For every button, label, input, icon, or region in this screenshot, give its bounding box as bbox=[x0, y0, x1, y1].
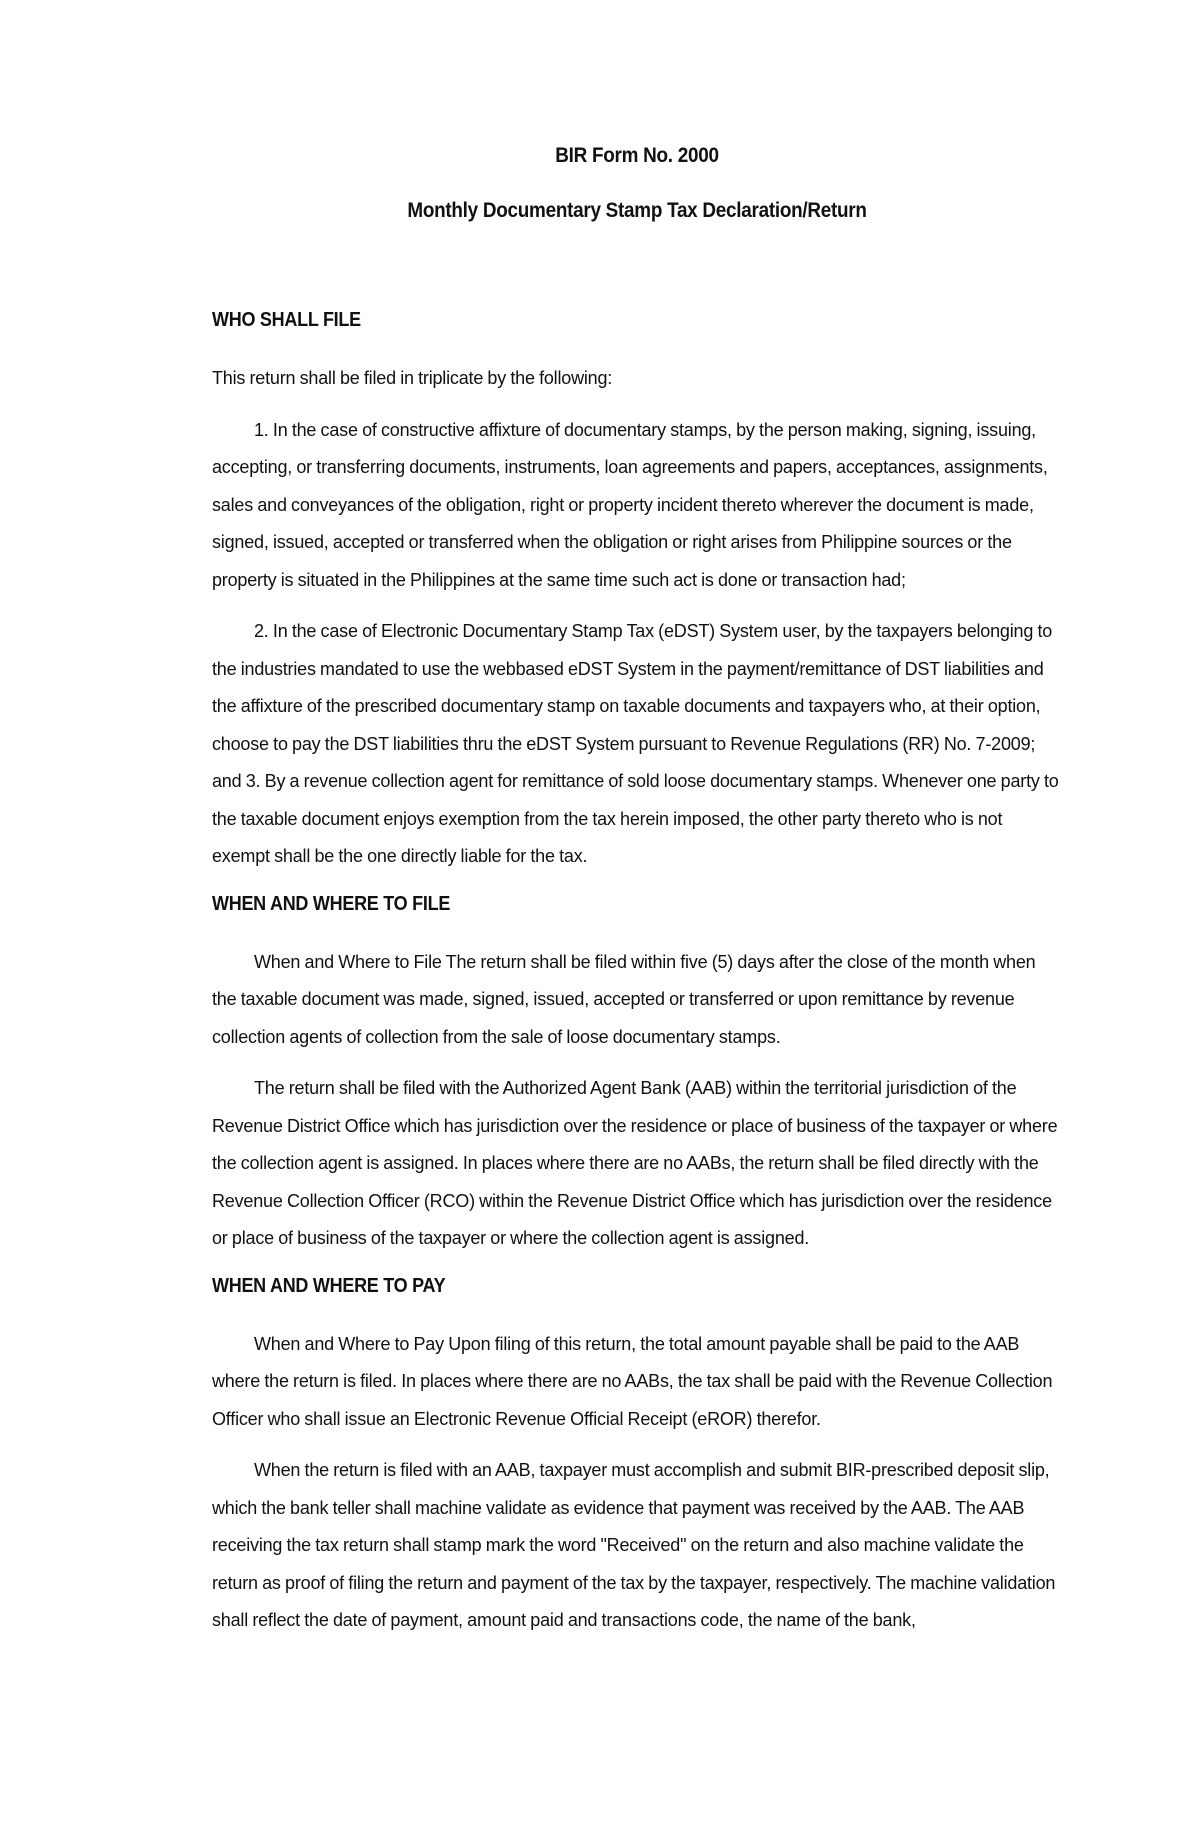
form-title: BIR Form No. 2000 bbox=[555, 144, 719, 167]
section-heading-when-where-pay: WHEN AND WHERE TO PAY bbox=[212, 1274, 446, 1297]
form-subtitle: Monthly Documentary Stamp Tax Declaration/Return bbox=[407, 199, 867, 222]
paragraph-pay-1: When and Where to Pay Upon filing of this return, the total amount payable shall be paid to the AAB where the return is filed. In places where there are no AABs, the tax shall be paid with the Revenue Collection Officer who shall issue an Electronic Revenue Official Receipt (eROR) therefor. bbox=[212, 1333, 1053, 1429]
section-heading-when-where-file: WHEN AND WHERE TO FILE bbox=[212, 892, 451, 915]
paragraph-who-2: 2. In the case of Electronic Documentary Stamp Tax (eDST) System user, by the taxpayers belonging to the industries mandated to use the webbased eDST System in the payment/remittance of DST liabilities and the affixture of the prescribed documentary stamp on taxable documents and taxpayers who, at their option, choose to pay the DST liabilities thru the eDST System pursuant to Revenue Regulations (RR) No. 7-2009; and 3. By a revenue collection agent for remittance of sold loose documentary stamps. Whenever one party to the taxable document enjoys exemption from the tax herein imposed, the other party thereto who is not exempt shall be the one directly liable for the tax. bbox=[212, 621, 1059, 866]
paragraph-pay-2: When the return is filed with an AAB, taxpayer must accomplish and submit BIR-prescribed deposit slip, which the bank teller shall machine validate as evidence that payment was received by the AAB. The AAB receiving the tax return shall stamp mark the word "Received" on the return and also machine validate the return as proof of filing the return and payment of the tax by the taxpayer, respectively. The machine validation shall reflect the date of payment, amount paid and transactions code, the name of the bank, bbox=[212, 1460, 1056, 1630]
paragraph-who-1: 1. In the case of constructive affixture of documentary stamps, by the person making, signing, issuing, accepting, or transferring documents, instruments, loan agreements and papers, acceptances, assignments, sales and conveyances of the obligation, right or property incident thereto wherever the document is made, signed, issued, accepted or transferred when the obligation or right arises from Philippine sources or the property is situated in the Philippines at the same time such act is done or transaction had; bbox=[212, 419, 1048, 590]
paragraph-who-intro: This return shall be filed in triplicate by the following: bbox=[212, 368, 613, 388]
document-body bbox=[212, 306, 1062, 1654]
paragraph-file-1: When and Where to File The return shall be filed within five (5) days after the close of the month when the taxable document was made, signed, issued, accepted or transferred or upon remittance by revenue collection agents of collection from the sale of loose documentary stamps. bbox=[212, 951, 1036, 1047]
paragraph-file-2: The return shall be filed with the Authorized Agent Bank (AAB) within the territorial jurisdiction of the Revenue District Office which has jurisdiction over the residence or place of business of the taxpayer or where the collection agent is assigned. In places where there are no AABs, the return shall be filed directly with the Revenue Collection Officer (RCO) within the Revenue District Office which has jurisdiction over the residence or place of business of the taxpayer or where the collection agent is assigned. bbox=[212, 1078, 1058, 1248]
section-heading-who-shall-file: WHO SHALL FILE bbox=[212, 309, 361, 331]
